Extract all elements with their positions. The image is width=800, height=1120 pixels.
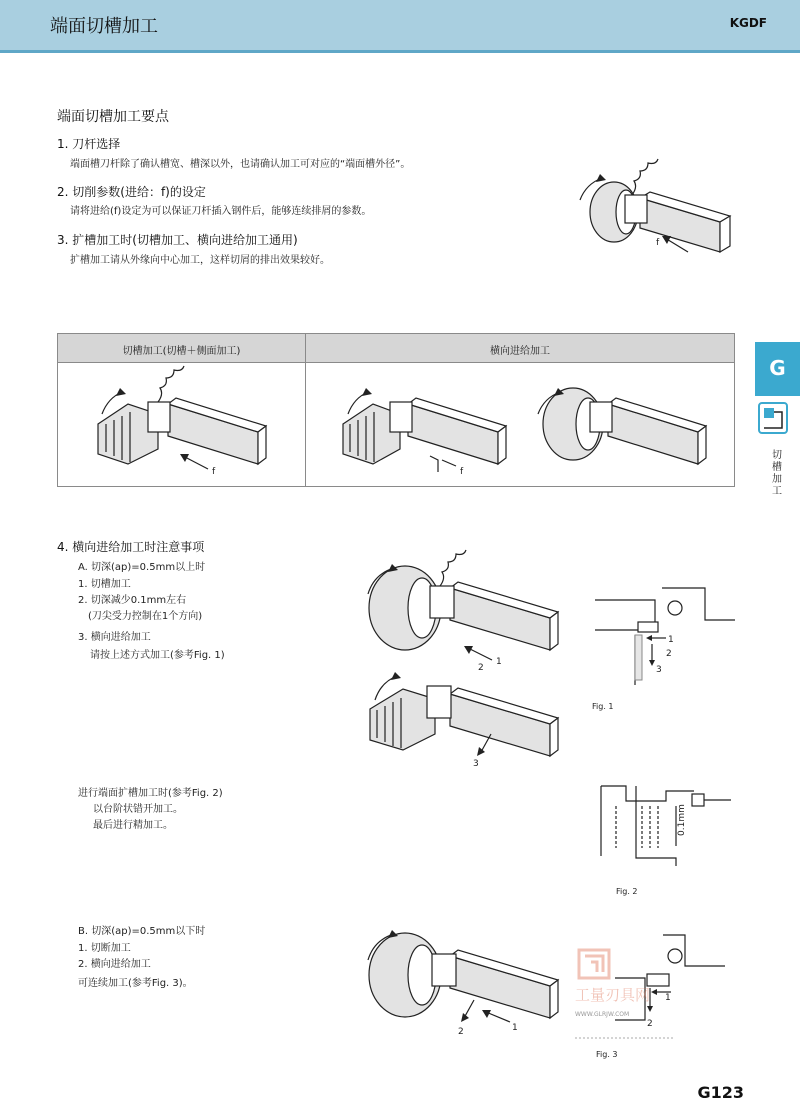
fig2-diagram — [596, 776, 736, 876]
point-4-b-item-3: 可连续加工(参考Fig. 3)。 — [78, 978, 193, 989]
page-number: G123 — [697, 1083, 744, 1102]
machining-table — [57, 333, 735, 487]
table-col-1: 切槽加工(切槽＋侧面加工) — [122, 346, 241, 357]
a1-label-1: 1 — [496, 657, 502, 667]
fig2-line-1: 进行端面扩槽加工时(参考Fig. 2) — [78, 788, 223, 799]
feed-label-top: f — [656, 238, 660, 248]
side-tab-label: 切槽加工 — [772, 450, 782, 497]
point-4-a-item-1: 1. 切槽加工 — [78, 579, 131, 590]
watermark-url: WWW.GLRJW.COM — [575, 1011, 630, 1018]
fig1-n3: 3 — [656, 665, 662, 675]
point-3-title: 3. 扩槽加工时(切槽加工、横向进给加工通用) — [57, 233, 298, 247]
side-tab[interactable] — [755, 342, 800, 396]
point-4-a-title: A. 切深(ap)=0.5mm以上时 — [78, 562, 206, 573]
point-4-b-item-1: 1. 切断加工 — [78, 943, 131, 954]
section-title: 端面切槽加工要点 — [57, 109, 169, 125]
point-2-text: 请将进给(f)设定为可以保证刀杆插入钢件后，能够连续排屑的参数。 — [70, 206, 372, 217]
grooving-category-icon — [758, 402, 788, 434]
point-3-text: 扩槽加工请从外缘向中心加工，这样切屑的排出效果较好。 — [70, 255, 330, 266]
b-label-2: 2 — [458, 1027, 464, 1037]
a2-label-3: 3 — [473, 759, 479, 769]
fig1-n1: 1 — [668, 635, 674, 645]
header-title: 端面切槽加工 — [50, 16, 158, 37]
point-4-a-item-5: 请按上述方式加工(参考Fig. 1) — [90, 650, 225, 661]
table-illustration-grooving — [88, 374, 288, 484]
point-4-a-item-3: (刀尖受力控制在1个方向) — [88, 611, 203, 622]
fig2-dim: 0.1mm — [677, 804, 687, 836]
point-1-title: 1. 刀杆选择 — [57, 137, 121, 151]
header-code: KGDF — [729, 16, 767, 30]
feed-label-lateral: f — [460, 467, 464, 477]
point-4-b-title: B. 切深(ap)=0.5mm以下时 — [78, 926, 206, 937]
table-col-2: 横向进给加工 — [490, 346, 550, 357]
fig1-diagram — [580, 580, 740, 690]
fig2-line-2: 以台阶状错开加工。 — [93, 804, 183, 815]
point-2-title: 2. 切削参数(进给：f)的设定 — [57, 185, 206, 199]
point-4-a-item-2: 2. 切深减少0.1mm左右 — [78, 595, 187, 606]
fig1-caption: Fig. 1 — [592, 702, 614, 711]
fig3-n2: 2 — [647, 1019, 653, 1029]
b-label-1: 1 — [512, 1023, 518, 1033]
point-4-title: 4. 横向进给加工时注意事项 — [57, 540, 205, 554]
fig2-line-3: 最后进行精加工。 — [93, 820, 173, 831]
illustration-a-2 — [365, 664, 565, 769]
point-4-b-item-2: 2. 横向进给加工 — [78, 959, 151, 970]
fig3-n1: 1 — [665, 993, 671, 1003]
top-illustration — [570, 160, 740, 270]
feed-label-grooving: f — [212, 467, 216, 477]
illustration-a-1 — [360, 548, 560, 673]
page-header — [0, 0, 800, 53]
fig2-caption: Fig. 2 — [616, 887, 638, 896]
side-tab-letter: G — [769, 356, 786, 380]
illustration-b — [360, 920, 560, 1040]
watermark-logo — [575, 950, 655, 1030]
fig1-n2: 2 — [666, 649, 672, 659]
a1-label-2: 2 — [478, 663, 484, 673]
fig3-caption: Fig. 3 — [596, 1050, 618, 1059]
table-illustration-lateral-2 — [528, 374, 728, 484]
point-4-a-item-4: 3. 横向进给加工 — [78, 632, 151, 643]
point-1-text: 端面槽刀杆除了确认槽宽、槽深以外，也请确认加工可对应的“端面槽外径”。 — [70, 159, 411, 170]
watermark-brand: 工量刃具网 — [575, 986, 651, 1004]
table-illustration-lateral-1 — [338, 374, 518, 484]
